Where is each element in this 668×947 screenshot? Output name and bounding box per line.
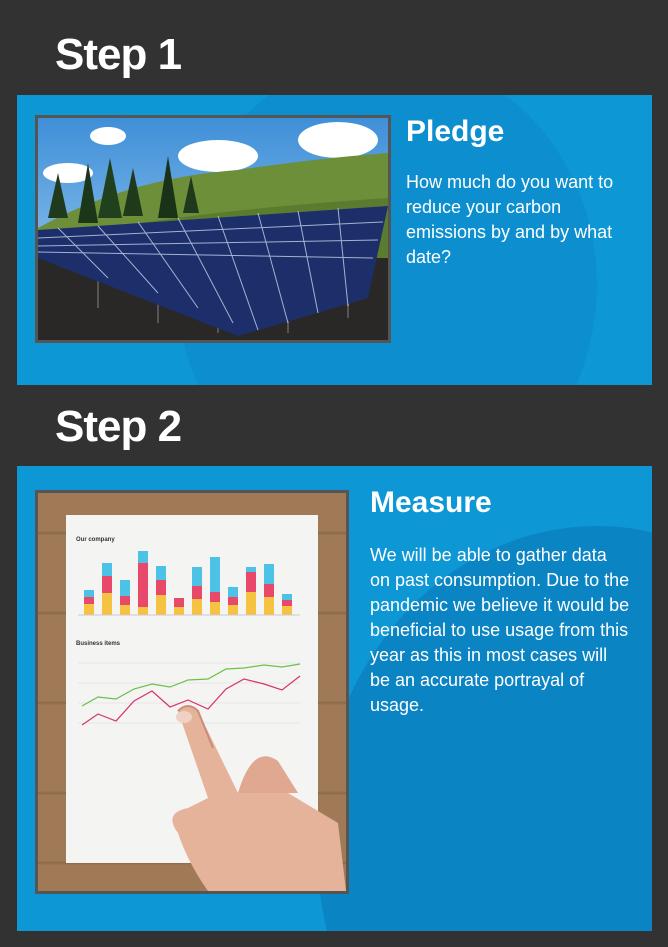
- measure-panel: [17, 466, 652, 931]
- pledge-title: Pledge: [406, 115, 505, 148]
- solar-panels-photo: [35, 115, 391, 343]
- pledge-description: How much do you want to reduce your carbon emissions by and by what date?: [406, 172, 614, 267]
- measure-title: Measure: [370, 486, 492, 519]
- step-2-heading: Step 2: [55, 402, 182, 451]
- hand-pointing-at-charts-photo: [35, 490, 349, 894]
- step-1-heading: Step 1: [55, 30, 182, 79]
- pledge-panel: [17, 95, 652, 385]
- paper-chart1-title: Our company: [76, 537, 115, 543]
- paper-chart2-title: Business items: [76, 641, 121, 647]
- measure-description: We will be able to gather data on past consumption. Due to the pandemic we believe it would be beneficial to use usage from this year as this in most cases will be an accurate portrayal of usage.: [370, 545, 630, 715]
